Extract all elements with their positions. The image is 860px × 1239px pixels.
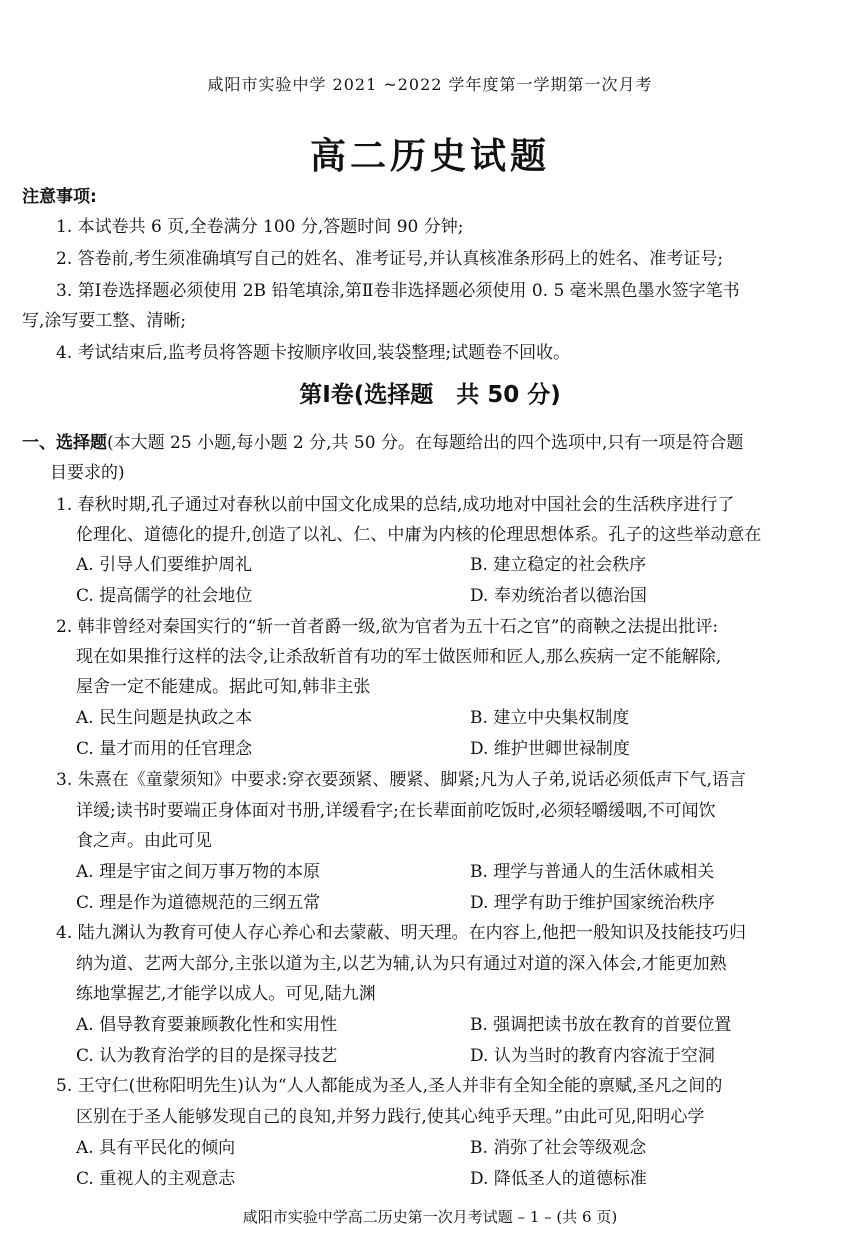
part-intro	[22, 428, 743, 453]
question-2-option-c: C. 量才而用的任官理念	[76, 739, 253, 759]
question-3-text: 详缓;读书时要端正身体面对书册,详缓看字;在长辈面前吃饭时,必须轻嚼缓咽,不可闻饮	[76, 801, 716, 821]
page-footer: 咸阳市实验中学高二历史第一次月考试题 – 1 – (共 6 页)	[242, 1208, 618, 1226]
question-2-text: 屋舍一定不能建成。据此可知,韩非主张	[76, 677, 371, 697]
question-5-text: 5. 王守仁(世称阳明先生)认为“人人都能成为圣人,圣人并非有全知全能的禀赋,圣凡之间的	[56, 1076, 723, 1096]
question-3-option-a: A. 理是宇宙之间万事万物的本原	[76, 862, 321, 882]
question-2-option-a: A. 民生问题是执政之本	[76, 708, 253, 728]
question-3-option-d: D. 理学有助于维护国家统治秩序	[470, 893, 715, 913]
part-label: 一、选择题	[22, 433, 107, 453]
question-4-option-a: A. 倡导教育要兼顾教化性和实用性	[76, 1015, 338, 1035]
section-title: 第Ⅰ卷(选择题 共 50 分)	[299, 382, 561, 408]
notice-item-continuation: 写,涂写要工整、清晰;	[22, 311, 187, 331]
question-2-option-b: B. 建立中央集权制度	[470, 708, 630, 728]
part-description: (本大题 25 小题,每小题 2 分,共 50 分。在每题给出的四个选项中,只有一项是符合题	[107, 433, 744, 453]
question-1-option-b: B. 建立稳定的社会秩序	[470, 555, 647, 575]
notice-item: 1. 本试卷共 6 页,全卷满分 100 分,答题时间 90 分钟;	[56, 217, 464, 237]
part-description-continuation: 目要求的)	[50, 463, 125, 483]
question-4-option-c: C. 认为教育治学的目的是探寻技艺	[76, 1046, 338, 1066]
question-5-option-a: A. 具有平民化的倾向	[76, 1138, 236, 1158]
notice-heading: 注意事项:	[22, 187, 97, 207]
notice-item: 2. 答卷前,考生须准确填写自己的姓名、准考证号,并认真核准条形码上的姓名、准考证号;	[56, 249, 724, 269]
question-1-option-c: C. 提高儒学的社会地位	[76, 586, 253, 606]
question-5-option-b: B. 消弥了社会等级观念	[470, 1138, 647, 1158]
school-exam-title: 咸阳市实验中学 2021 ~2022 学年度第一学期第一次月考	[207, 75, 653, 94]
question-1-option-a: A. 引导人们要维护周礼	[76, 555, 253, 575]
question-1-text: 1. 春秋时期,孔子通过对春秋以前中国文化成果的总结,成功地对中国社会的生活秩序进行了	[56, 495, 735, 515]
question-3-option-b: B. 理学与普通人的生活休戚相关	[470, 862, 715, 882]
question-5-option-d: D. 降低圣人的道德标准	[470, 1169, 647, 1189]
question-5-option-c: C. 重视人的主观意志	[76, 1169, 236, 1189]
question-5-text: 区别在于圣人能够发现自己的良知,并努力践行,使其心纯乎天理。”由此可见,阳明心学	[76, 1107, 705, 1127]
question-1-text: 伦理化、道德化的提升,创造了以礼、仁、中庸为内核的伦理思想体系。孔子的这些举动意在	[76, 525, 762, 545]
question-3-text: 3. 朱熹在《童蒙须知》中要求:穿衣要颈紧、腰紧、脚紧;凡为人子弟,说话必须低声下气,语言	[56, 770, 746, 790]
question-1-option-d: D. 奉劝统治者以德治国	[470, 586, 647, 606]
question-2-text: 2. 韩非曾经对秦国实行的“斩一首者爵一级,欲为官者为五十石之官”的商鞅之法提出批评:	[56, 617, 719, 637]
question-4-text: 练地掌握艺,才能学以成人。可见,陆九渊	[76, 984, 376, 1004]
notice-item: 3. 第Ⅰ卷选择题必须使用 2B 铅笔填涂,第Ⅱ卷非选择题必须使用 0. 5 毫米黑色墨水签字笔书	[56, 281, 740, 301]
question-4-text: 4. 陆九渊认为教育可使人存心养心和去蒙蔽、明天理。在内容上,他把一般知识及技能技巧归	[56, 923, 747, 943]
question-2-option-d: D. 维护世卿世禄制度	[470, 739, 630, 759]
notice-item: 4. 考试结束后,监考员将答题卡按顺序收回,装袋整理;试题卷不回收。	[56, 343, 571, 363]
question-3-option-c: C. 理是作为道德规范的三纲五常	[76, 893, 321, 913]
question-4-option-d: D. 认为当时的教育内容流于空洞	[470, 1046, 715, 1066]
page-title: 高二历史试题	[309, 136, 550, 177]
question-4-option-b: B. 强调把读书放在教育的首要位置	[470, 1015, 732, 1035]
question-4-text: 纳为道、艺两大部分,主张以道为主,以艺为辅,认为只有通过对道的深入体会,才能更加熟	[76, 954, 727, 974]
question-2-text: 现在如果推行这样的法令,让杀敌斩首有功的军士做医师和匠人,那么疾病一定不能解除,	[76, 647, 722, 667]
question-3-text: 食之声。由此可见	[76, 831, 212, 851]
